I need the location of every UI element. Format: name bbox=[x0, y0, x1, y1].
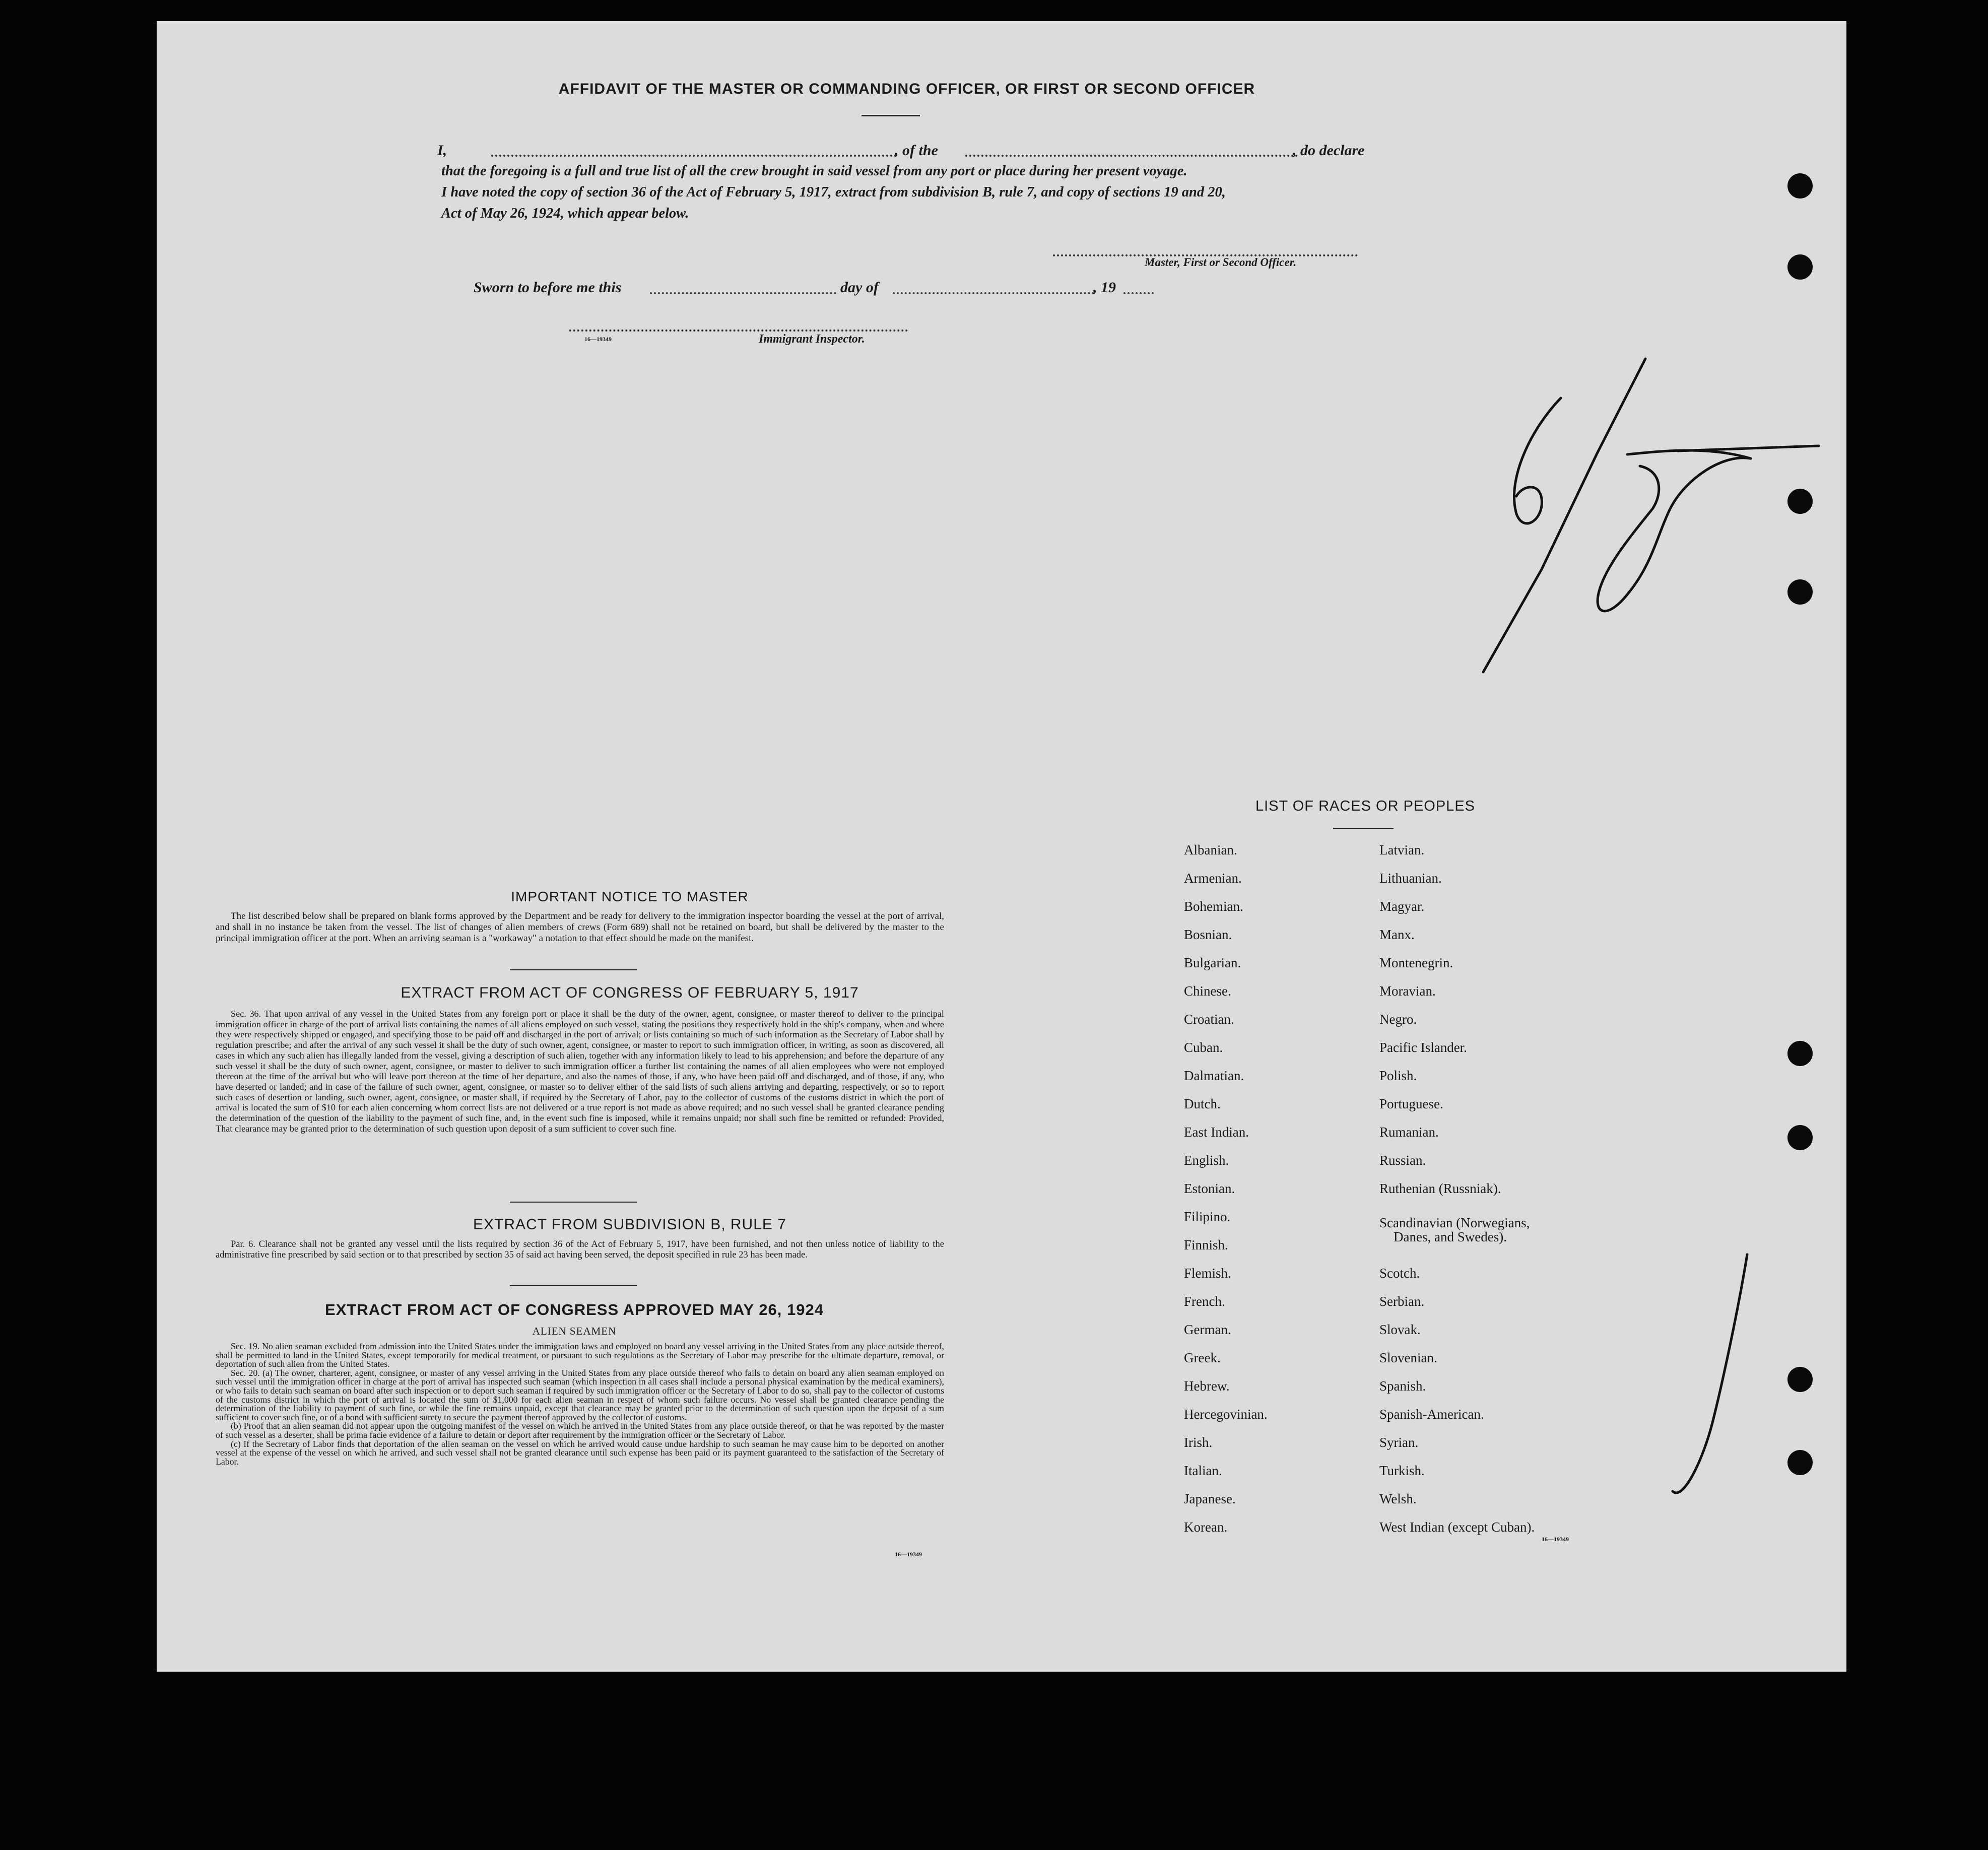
inspector-signature-field[interactable] bbox=[569, 329, 908, 332]
extract-1924-title: EXTRACT FROM ACT OF CONGRESS APPROVED MAY 26, 1924 bbox=[325, 1301, 824, 1318]
race-right-item: Portuguese. bbox=[1379, 1096, 1443, 1111]
race-left-item: Flemish. bbox=[1184, 1266, 1231, 1281]
race-left-item: Chinese. bbox=[1184, 983, 1231, 999]
sworn-label: Sworn to before me this bbox=[474, 279, 622, 296]
extract-1924-subtitle: ALIEN SEAMEN bbox=[532, 1325, 617, 1337]
race-right-item: Pacific Islander. bbox=[1379, 1040, 1467, 1055]
sworn-month-field[interactable] bbox=[893, 292, 1094, 294]
extract-1924-sec19: Sec. 19. No alien seaman excluded from admission into the United States under the immigration laws and employed on board any vessel arriving in the United States from any place outside thereof, shall be permitted to land in the United States, except temporarily for medical treatment, or pursuant to such regulations as the Secretary of Labor may prescribe for the ultimate departure, removal, or deportation of such alien from the United States. bbox=[216, 1341, 944, 1369]
master-signature-label: Master, First or Second Officer. bbox=[1145, 256, 1297, 269]
affidavit-form-number: 16—19349 bbox=[584, 336, 612, 343]
race-right-item: Syrian. bbox=[1379, 1435, 1419, 1450]
race-right-item: Latvian. bbox=[1379, 842, 1425, 857]
race-left-item: French. bbox=[1184, 1294, 1225, 1309]
binder-hole bbox=[1787, 579, 1813, 605]
extract-rule7-text: Par. 6. Clearance shall not be granted any vessel until the lists required by section 36 of the Act of February 5, 1917, have been furnished, and not then unless notice of liability to the administrative fine prescribed by said section or to that prescribed by section 35 of said act having been served, the deposit specified in rule 23 has been made. bbox=[216, 1239, 944, 1260]
extract-1917-text: Sec. 36. That upon arrival of any vessel in the United States from any foreign port or place it shall be the duty of the owner, agent, consignee, or master thereof to deliver to the principal immigration officer in charge of the port of arrival lists containing the names of all aliens employed on such vessel, stating the positions they respectively hold in the ship's company, when and where they were respectively shipped or engaged, and specifying those to be paid off and discharged in the port of arrival; or lists containing so much of such information as the Secretary of Labor shall by regulation prescribe; and after the arrival of any such vessel it shall be the duty of such owner, agent, consignee, or master to report to such immigration officer, in writing, as soon as discovered, all cases in which any such alien has illegally landed from the vessel, giving a description of such alien, together with any information likely to lead to his apprehension; and before the departure of any such vessel it shall be the duty of such owner, agent, consignee, or master to deliver to such immigration officer a further list containing the names of all alien employees who were not employed thereon at the time of the arrival but who will leave port thereon at the time of her departure, and also the names of those, if any, who have been paid off and discharged, and of those, if any, who have deserted or landed; and in case of the failure of such owner, agent, consignee, or master so to deliver either of the said lists of such aliens arriving and departing, respectively, or so to report such cases of desertion or landing, such owner, agent, consignee, or master shall, if required by the Secretary of Labor, pay to the collector of customs of the customs district in which the port of arrival is located the sum of $10 for each alien concerning whom correct lists are not delivered or a true report is not made as above required; and no such vessel shall be granted clearance pending the determination of the question of the liability to the payment of such fine, and, in the event such fine is imposed, while it remains unpaid; nor shall such fine be remitted or refunded: Provided, That clearance may be granted prior to the determination of such question upon deposit of a sum sufficient to cover such fine. bbox=[216, 1009, 944, 1134]
declaration-line-4: Act of May 26, 1924, which appear below. bbox=[441, 206, 689, 221]
race-left-item: Greek. bbox=[1184, 1350, 1221, 1365]
race-left-item: Hebrew. bbox=[1184, 1378, 1230, 1394]
race-left-item: Cuban. bbox=[1184, 1040, 1223, 1055]
affidavit-i-label: I, bbox=[437, 142, 447, 159]
day-of-label: day of bbox=[840, 279, 879, 296]
race-left-item: Croatian. bbox=[1184, 1012, 1234, 1027]
race-right-item: Moravian. bbox=[1379, 983, 1436, 999]
race-right-item: Turkish. bbox=[1379, 1463, 1425, 1478]
race-left-item: Filipino. bbox=[1184, 1209, 1231, 1224]
binder-hole bbox=[1787, 1367, 1813, 1392]
extract-1924-sec20a: Sec. 20. (a) The owner, charterer, agent, consignee, or master of any vessel arriving in the United States from any place outside thereof who fails to detain on board any alien seaman employed on such vessel until the immigration officer in charge at the port of arrival has inspected such seaman (which inspection in all cases shall include a personal physical examination by the medical examiners), or who fails to detain such seaman on board after such inspection or to deport such seaman if required by such immigration officer or the Secretary of Labor to do so, shall pay to the collector of customs of the customs district in which the port of arrival is located the sum of $1,000 for each alien seaman in respect of whom such failure occurs. No vessel shall be granted clearance pending the determination of the liability to payment of such fine, or while the fine remains unpaid, except that clearance may be granted prior to the determination of such question upon the deposit of a sum sufficient to cover such fine, or of a bond with sufficient surety to secure the payment thereof approved by the collector of customs. bbox=[216, 1367, 944, 1422]
race-right-item: Serbian. bbox=[1379, 1294, 1425, 1309]
extract-rule7-rule bbox=[510, 1285, 637, 1286]
notice-text: The list described below shall be prepared on blank forms approved by the Department and be ready for delivery to the immigration inspector boarding the vessel at the port of arrival, and shall in no instance be taken from the vessel. The list of changes of alien members of crews (Form 689) shall not be retained on board, but shall be delivered by the master to the principal immigration officer at the port. When an arriving seaman is a "workaway" a notation to that effect should be made on the manifest. bbox=[216, 911, 944, 944]
race-right-item: Montenegrin. bbox=[1379, 955, 1453, 970]
extract-rule7-title: EXTRACT FROM SUBDIVISION B, RULE 7 bbox=[473, 1216, 786, 1233]
race-right-item: Scotch. bbox=[1379, 1266, 1420, 1281]
race-left-item: Bohemian. bbox=[1184, 899, 1243, 914]
binder-hole bbox=[1787, 1125, 1813, 1150]
binder-hole bbox=[1787, 173, 1813, 199]
race-left-item: Dutch. bbox=[1184, 1096, 1221, 1111]
race-right-item: Lithuanian. bbox=[1379, 871, 1442, 886]
race-right-item: Polish. bbox=[1379, 1068, 1417, 1083]
race-right-item: Rumanian. bbox=[1379, 1125, 1439, 1140]
race-left-item: Dalmatian. bbox=[1184, 1068, 1244, 1083]
extract-1924-text bbox=[216, 1342, 944, 1466]
binder-hole bbox=[1787, 1041, 1813, 1066]
race-right-item: Manx. bbox=[1379, 927, 1415, 942]
race-right-item: Russian. bbox=[1379, 1153, 1426, 1168]
sworn-day-field[interactable] bbox=[650, 292, 836, 294]
vessel-name-field[interactable] bbox=[965, 155, 1298, 157]
race-left-item: Bosnian. bbox=[1184, 927, 1232, 942]
affidavit-title-rule bbox=[862, 115, 920, 116]
binder-hole bbox=[1787, 254, 1813, 280]
race-right-item: Spanish. bbox=[1379, 1378, 1426, 1394]
race-right-item: Scandinavian (Norwegians, bbox=[1379, 1215, 1530, 1230]
sworn-year-field[interactable] bbox=[1123, 292, 1154, 294]
declaration-line-3: I have noted the copy of section 36 of the Act of February 5, 1917, extract from subdivision B, rule 7, and copy of sections 19 and 20, bbox=[441, 184, 1226, 200]
binder-hole bbox=[1787, 1450, 1813, 1475]
race-left-item: Japanese. bbox=[1184, 1491, 1236, 1506]
extract-1924-sec20c: (c) If the Secretary of Labor finds that deportation of the alien seaman on the vessel on which he arrived would cause undue hardship to such seaman he may cause him to be deported on another vessel at the expense of the vessel on which he arrived, and such vessel shall not be granted clearance until such expense has been paid or its payment guaranteed to the satisfaction of the Secretary of Labor. bbox=[216, 1438, 944, 1467]
race-left-item: East Indian. bbox=[1184, 1125, 1249, 1140]
race-left-item: Italian. bbox=[1184, 1463, 1222, 1478]
binder-hole bbox=[1787, 489, 1813, 514]
of-the-label: , of the bbox=[895, 142, 938, 159]
race-left-item: Bulgarian. bbox=[1184, 955, 1241, 970]
race-right-item: Slovenian. bbox=[1379, 1350, 1437, 1365]
races-title-rule bbox=[1333, 828, 1394, 829]
race-right-item: Magyar. bbox=[1379, 899, 1425, 914]
master-name-field[interactable] bbox=[491, 155, 897, 157]
inspector-label: Immigrant Inspector. bbox=[759, 333, 865, 346]
race-left-item: German. bbox=[1184, 1322, 1231, 1337]
race-left-item: Hercegovinian. bbox=[1184, 1407, 1268, 1422]
race-left-item: Armenian. bbox=[1184, 871, 1242, 886]
races-title: LIST OF RACES OR PEOPLES bbox=[1255, 798, 1476, 814]
race-left-item: Irish. bbox=[1184, 1435, 1213, 1450]
race-right-item: Negro. bbox=[1379, 1012, 1417, 1027]
year-label: , 19 bbox=[1093, 279, 1116, 296]
extract-1917-rule bbox=[510, 1202, 637, 1203]
race-left-item: Korean. bbox=[1184, 1519, 1228, 1535]
race-right-item: West Indian (except Cuban). bbox=[1379, 1519, 1535, 1535]
race-left-item: Albanian. bbox=[1184, 842, 1237, 857]
races-form-number: 16—19349 bbox=[1542, 1536, 1569, 1543]
affidavit-title: AFFIDAVIT OF THE MASTER OR COMMANDING OFFICER, OR FIRST OR SECOND OFFICER bbox=[558, 81, 1255, 97]
extract-1924-sec20b: (b) Proof that an alien seaman did not appear upon the outgoing manifest of the vessel on which he arrived in the United States from any place outside thereof, or that he was reported by the master of such vessel as a deserter, shall be prima facie evidence of a failure to detain or deport after requirement by the immigration officer or the Secretary of Labor. bbox=[216, 1421, 944, 1440]
notice-rule bbox=[510, 969, 637, 970]
race-right-item-continuation: Danes, and Swedes). bbox=[1394, 1229, 1507, 1244]
do-declare-label: , do declare bbox=[1293, 142, 1365, 159]
declaration-line-2: that the foregoing is a full and true list of all the crew brought in said vessel from any port or place during her present voyage. bbox=[441, 163, 1187, 179]
notice-title: IMPORTANT NOTICE TO MASTER bbox=[511, 889, 749, 904]
extract-form-number: 16—19349 bbox=[895, 1551, 922, 1558]
race-right-item: Slovak. bbox=[1379, 1322, 1421, 1337]
race-left-item: English. bbox=[1184, 1153, 1229, 1168]
extract-1917-title: EXTRACT FROM ACT OF CONGRESS OF FEBRUARY 5, 1917 bbox=[401, 984, 859, 1001]
race-right-item: Ruthenian (Russniak). bbox=[1379, 1181, 1501, 1196]
race-left-item: Finnish. bbox=[1184, 1237, 1228, 1252]
race-right-item: Spanish-American. bbox=[1379, 1407, 1484, 1422]
race-right-item: Welsh. bbox=[1379, 1491, 1417, 1506]
race-left-item: Estonian. bbox=[1184, 1181, 1235, 1196]
